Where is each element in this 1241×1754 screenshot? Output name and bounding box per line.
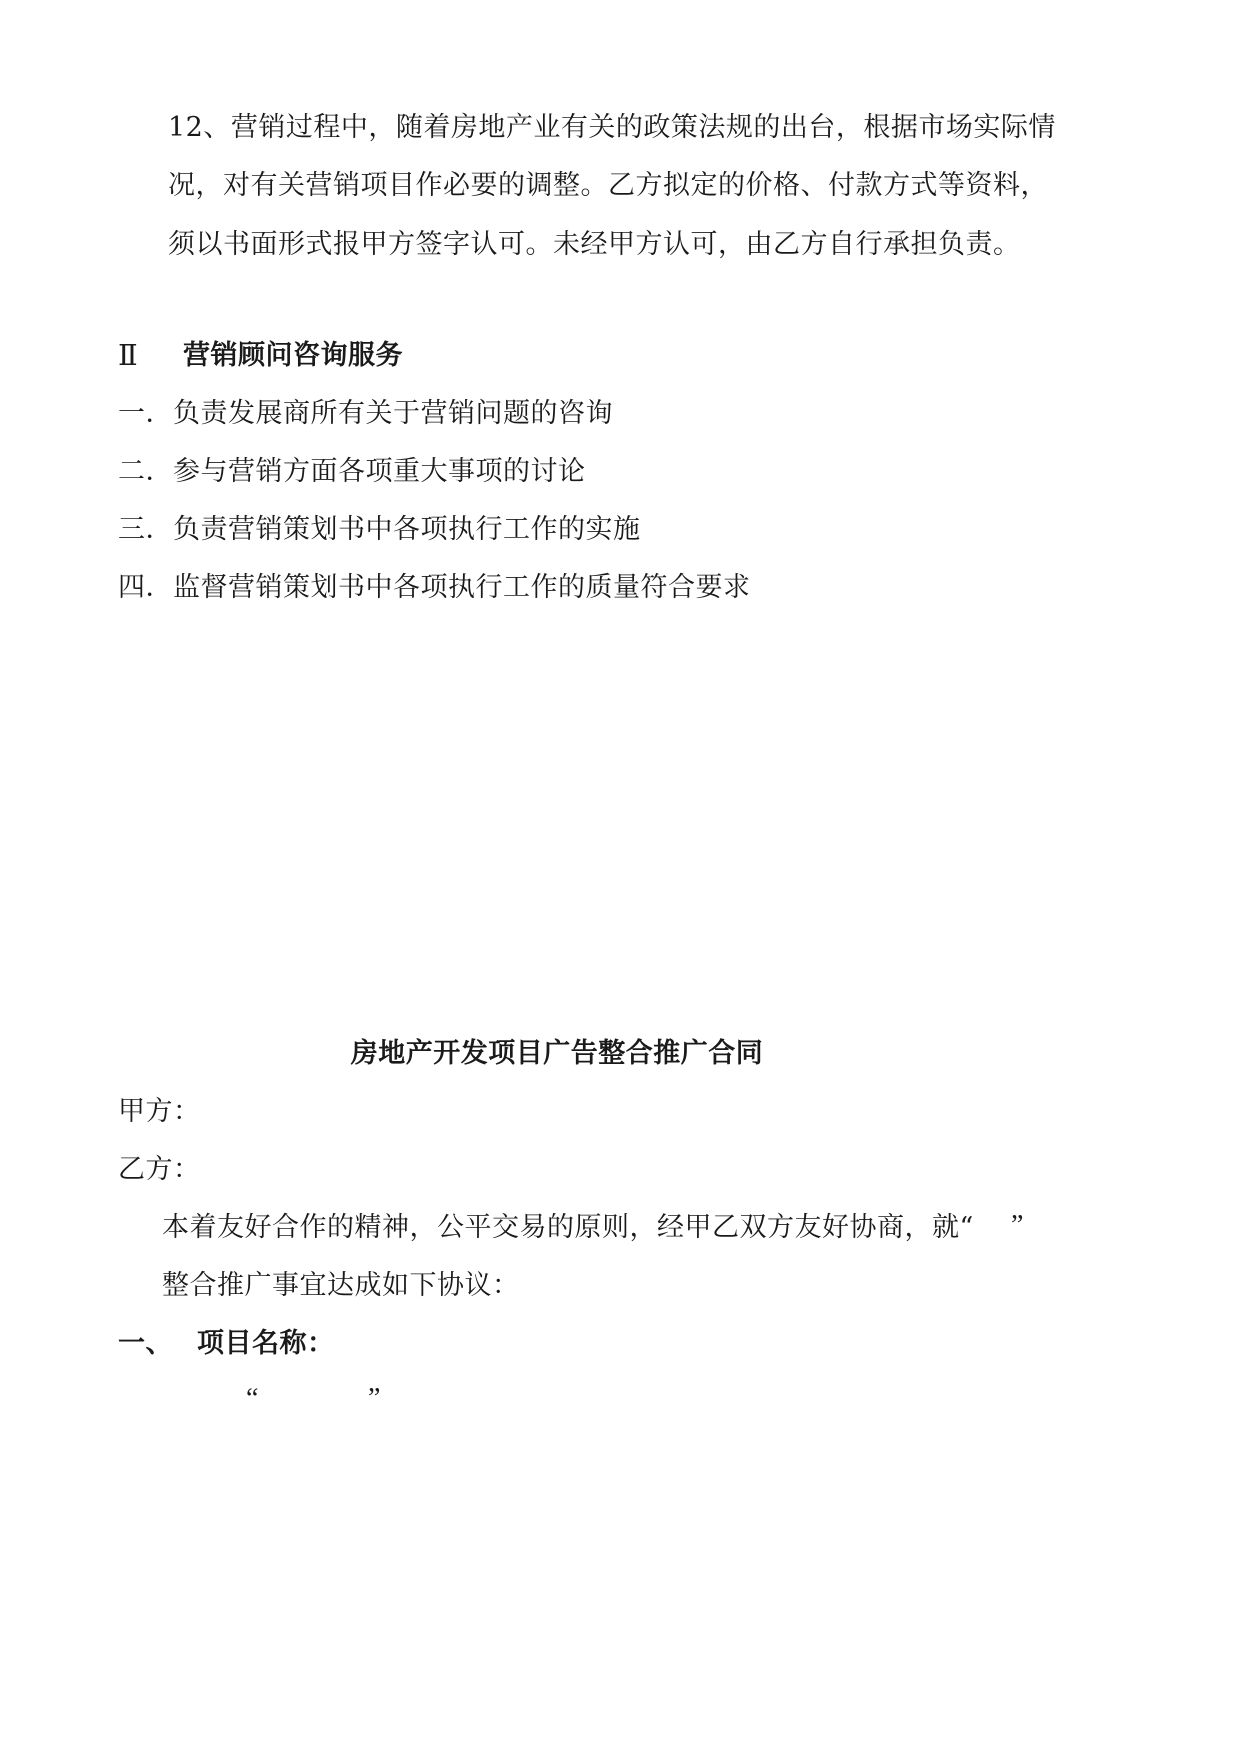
section-2-item-3: 三．负责营销策划书中各项执行工作的实施: [118, 514, 641, 545]
party-b-label: 乙方：: [118, 1154, 201, 1185]
section-2-item-4: 四．监督营销策划书中各项执行工作的质量符合要求: [118, 572, 751, 603]
intro-line-2: 整合推广事宜达成如下协议：: [162, 1270, 520, 1301]
intro-close-quote: ”: [1011, 1210, 1024, 1241]
project-name-close-quote: ”: [368, 1383, 381, 1414]
clause-1-number: 一、: [118, 1328, 173, 1359]
item-12-line-2: 况，对有关营销项目作必要的调整。乙方拟定的价格、付款方式等资料，: [168, 170, 1048, 201]
section-2-item-1: 一．负责发展商所有关于营销问题的咨询: [118, 398, 613, 429]
party-a-label: 甲方：: [118, 1096, 201, 1127]
item-12-line-3: 须以书面形式报甲方签字认可。未经甲方认可，由乙方自行承担负责。: [168, 229, 1021, 260]
section-2-numeral: Ⅱ: [118, 340, 139, 372]
item-12-line-1: 12、营销过程中，随着房地产业有关的政策法规的出台，根据市场实际情: [168, 112, 1056, 143]
clause-1-title: 项目名称：: [197, 1328, 335, 1359]
contract-title: 房地产开发项目广告整合推广合同: [350, 1038, 764, 1069]
section-2-item-2: 二．参与营销方面各项重大事项的讨论: [118, 456, 586, 487]
section-2-title: 营销顾问咨询服务: [183, 340, 403, 371]
project-name-open-quote: “: [246, 1383, 259, 1414]
intro-line-1: 本着友好合作的精神，公平交易的原则，经甲乙双方友好协商，就“: [162, 1212, 974, 1243]
